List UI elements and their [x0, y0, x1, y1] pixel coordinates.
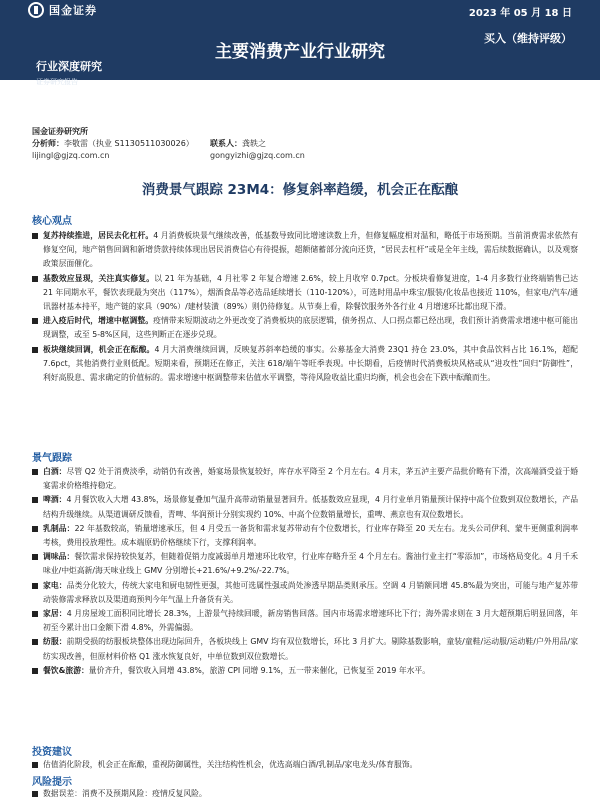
section-risk-heading: 风险提示: [32, 777, 72, 788]
report-date: 2023 年 05 月 18 日: [468, 8, 572, 19]
point-lead: 板块继续回调，机会正在酝酿。: [43, 344, 155, 354]
core-point: [32, 229, 578, 272]
bullet-icon: [32, 611, 38, 617]
bullet-icon: [32, 233, 38, 239]
bullet-icon: [32, 583, 38, 589]
analyst-row: [32, 138, 194, 150]
point-text: 以 21 年为基础，4 月社零 2 年复合增速 2.6%，较上月收窄 0.7pct。分板块看修复进度，1-4 月多数行业终端销售已达 21 年同期水平，餐饮表现最为突出（117%），烟酒食品等必选品延续增长（110-120%），可选时用品中珠宝/服装/化妆品也接近 110%，但家电/汽车/通讯器材基本持平，地产链的家具（90%）/建材装潢（89%）则仍待修复。从节奏上看，除餐饮服务外各行业 4 月增速环比都出现下滑。: [43, 273, 578, 312]
advice-block: [32, 758, 578, 772]
bullet-icon: [32, 791, 38, 797]
contact-prefix: 联系人：: [210, 139, 242, 148]
core-point: [32, 314, 578, 342]
tracking-item: [32, 664, 578, 678]
item-text: 22 年基数较高，销量增速承压，但 4 月受五一备货和需求复苏带动有个位数增长，行业库存降至 20 天左右。龙头公司伊利、蒙牛更侧重利润率考核，费用投放理性。成本端原奶价格继续下行，支撑利润率。: [43, 523, 578, 548]
analyst-block: [32, 126, 194, 162]
report-type: 证券研究报告: [36, 78, 78, 86]
bullet-icon: [32, 347, 38, 353]
risk-item: [32, 787, 578, 801]
point-text: 疫情带来短期波动之外更改变了消费板块的底层逻辑，债务拐点、人口拐点都已经出现，我们预计消费需求增速中枢可能出现调整，或至 5-8%区间，这些判断正在逐步兑现。: [43, 316, 579, 340]
tracking-item: [32, 607, 578, 635]
report-category: [36, 58, 102, 87]
item-lead: 家居：: [43, 609, 67, 619]
research-org: 国金证券研究所: [32, 127, 88, 136]
tracking-item: [32, 493, 578, 521]
item-lead: 乳制品：: [43, 523, 75, 533]
item-text: 4 月餐饮收入大增 43.8%，场景修复叠加气温升高带动销量显著回升。低基数效应显现，4 月行业单月销量预计保持中高个位数到双位数增长，产品结构升级继续。从渠道调研反馈看，青啤、华润预计分别实现约 10%、中高个位数销量增长，重啤、燕京也有双位数增长。: [43, 495, 578, 519]
point-text: 4 月大消费继续回调，反映复苏斜率趋缓的事实。公募基金大消费 23Q1 持仓 23.0%，其中食品饮料占比 16.1%，超配 7.6pct，其他消费行业则低配。短期来看，预期还在修正，关注 618/端午等旺季表现。中长期看，后疫情时代消费板块风格或从“进攻性”回归“防御性”，利好高股息、需求确定的价值标的。需求增速中枢调整带来估值水平调整，等待风险收益比重归均衡，机会也会在下跌中酝酿而生。: [43, 344, 579, 383]
item-lead: 餐饮&旅游：: [43, 665, 89, 675]
item-lead: 调味品：: [43, 552, 75, 562]
bullet-icon: [32, 318, 38, 324]
item-text: 量价齐升，餐饮收入同增 43.8%，旅游 CPI 同增 9.1%，五一带来催化，已恢复至 2019 年水平。: [88, 665, 431, 675]
bullet-icon: [32, 497, 38, 503]
item-text: 尽管 Q2 处于消费淡季，动销仍有改善，婚宴场景恢复较好，库存水平降至 2 个月左右。4 月末，茅五泸主要产品批价略有下滑，次高端酒受益于婚宴需求价格维持稳定。: [43, 467, 579, 491]
risk-text: 数据误差：消费不及预期风险：疫情反复风险。: [43, 789, 207, 798]
item-text: 餐饮需求保持较快复苏，但随着促销力度减弱单月增速环比收窄，行业库存略升至 4 个月左右。酱油行业主打“零添加”，市场格局变化。4 月千禾味业/中炬高新/海天味业线上 GMV 分别增长+21.6%/+9.2%/-22.7%。: [43, 552, 579, 576]
bullet-icon: [32, 639, 38, 645]
contact-name: 龚轶之: [242, 139, 266, 148]
tracking-item: [32, 522, 578, 550]
point-lead: 复苏持续推进，居民去化杠杆。: [43, 231, 154, 240]
bullet-icon: [32, 668, 38, 674]
report-title: 消费景气跟踪 23M4：修复斜率趋缓，机会正在酝酿: [141, 182, 459, 198]
core-point: [32, 272, 578, 315]
item-lead: 纺服：: [43, 637, 67, 647]
bullet-icon: [32, 526, 38, 532]
tracking-item: [32, 635, 578, 663]
core-point: [32, 343, 578, 386]
advice-text: 估值消化阶段，机会正在酝酿，重视防御属性，关注结构性机会，优选高端白酒/乳制品/家电龙头/体育服饰。: [43, 760, 418, 769]
contact-block: [210, 138, 305, 162]
section-core-heading: 核心观点: [32, 216, 72, 227]
core-views-list: [32, 229, 578, 385]
point-text: 4 月消费板块景气继续改善，低基数导致同比增速读数上升，但修复幅度相对温和，略低于市场预期。当前消费需求依然有修复空间，地产销售回调和新增贷款持续体现出居民消费信心有待提振，超额储蓄部分流向还贷，“居民去杠杆”或是全年主线，需后续数据确认，以及观察政策层面催化。: [43, 231, 579, 269]
item-text: 前期受损的纺服板块整体出现边际回升，各板块线上 GMV 均有双位数增长，环比 3 月扩大。剔除基数影响，童装/童鞋/运动服/运动鞋/户外用品/家纺实现改善，但原材料价格 Q1 涨水恢复良好，中单位数到双位数增长。: [43, 637, 579, 661]
rating-label: 买入（维持评级）: [484, 32, 572, 45]
section-tracking-heading: 景气跟踪: [32, 453, 72, 464]
advice-item: [32, 758, 578, 772]
contact-email[interactable]: gongyizhi@gjzq.com.cn: [210, 151, 305, 160]
bullet-icon: [32, 469, 38, 475]
tracking-item: [32, 579, 578, 607]
logo-icon: [28, 2, 44, 18]
item-lead: 家电：: [43, 580, 67, 590]
point-lead: 进入疫后时代，增速中枢调整。: [43, 316, 154, 326]
bullet-icon: [32, 276, 38, 282]
section-advice-heading: 投资建议: [32, 747, 72, 758]
analyst-prefix: 分析师：: [32, 139, 64, 148]
bullet-icon: [32, 762, 38, 768]
analyst-email[interactable]: lijingl@gjzq.com.cn: [32, 151, 110, 160]
company-logo: [28, 2, 97, 18]
report-header: [0, 0, 600, 86]
bullet-icon: [32, 554, 38, 560]
header-title: 主要消费产业行业研究: [215, 42, 385, 62]
point-lead: 基数效应显现，关注真实修复。: [43, 273, 155, 283]
logo-text: 国金证券: [49, 4, 97, 17]
tracking-item: [32, 550, 578, 578]
item-lead: 白酒：: [43, 467, 67, 476]
industry-label: 行业深度研究: [36, 60, 102, 73]
risk-block: [32, 787, 578, 801]
analyst-name: 李敬雷（执业 S1130511030026）: [64, 139, 194, 148]
item-text: 品类分化较大，传统大家电和厨电韧性更强，其他可选属性强或尚处渗透早期品类则承压。空调 4 月销额同增 45.8%最为突出，可能与地产复苏带动装修需求释放以及渠道商预判今年气温上升备货有关。: [43, 580, 578, 604]
item-text: 4 月房屋竣工面积同比增长 28.3%，上游景气持续回暖，新房销售回落。国内市场需求增速环比下行；海外需求则在 3 月大超预期后明显回落，年初至今累计出口金额下滑 4.8%，外需偏弱。: [43, 609, 578, 633]
tracking-list: [32, 465, 578, 678]
tracking-item: [32, 465, 578, 493]
item-lead: 啤酒：: [43, 495, 67, 505]
